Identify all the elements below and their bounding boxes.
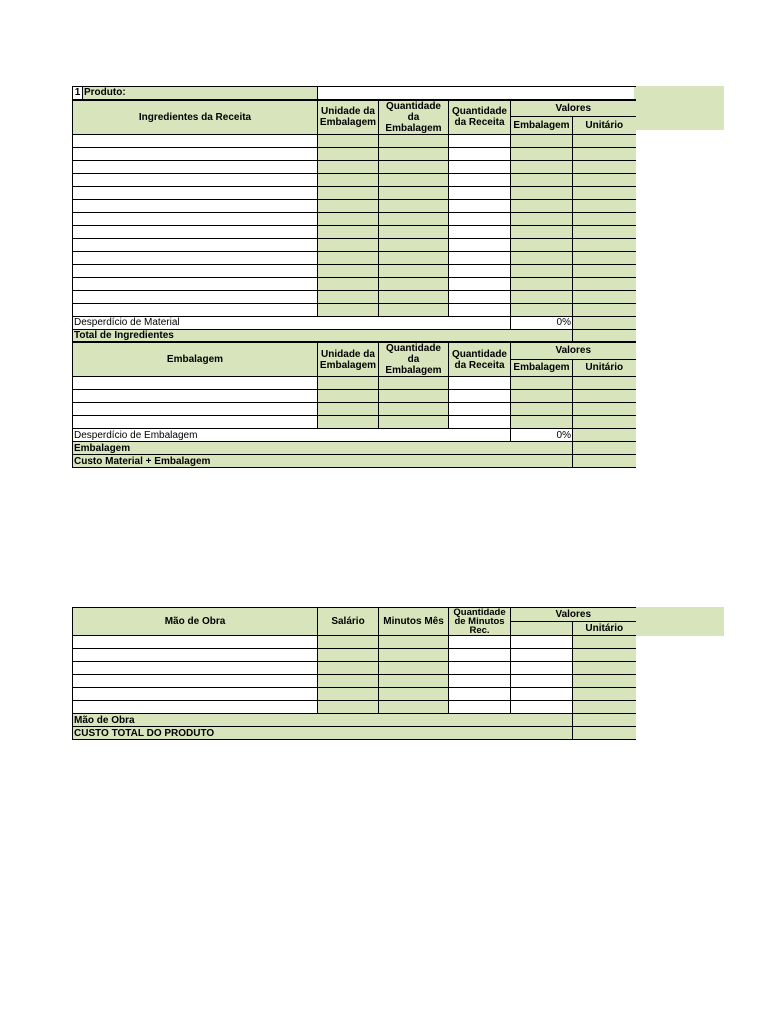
input-cell[interactable]	[73, 303, 318, 316]
col-pack: Embalagem	[511, 117, 573, 134]
table-row	[73, 701, 636, 714]
col-unit-2: Unidade da Embalagem	[318, 342, 379, 377]
input-cell[interactable]	[449, 225, 511, 238]
input-cell[interactable]	[573, 277, 636, 290]
input-cell[interactable]	[73, 416, 318, 429]
input-cell[interactable]	[318, 377, 379, 390]
col-labor: Mão de Obra	[73, 608, 318, 636]
labor-total-label: Mão de Obra	[73, 714, 573, 727]
input-cell[interactable]	[573, 199, 636, 212]
waste-label: Desperdício de Material	[73, 316, 511, 329]
input-cell[interactable]	[379, 225, 449, 238]
input-cell[interactable]	[318, 264, 379, 277]
input-cell[interactable]	[573, 701, 636, 714]
input-cell[interactable]	[73, 251, 318, 264]
col-unit-price-2: Unitário	[573, 359, 636, 376]
input-cell[interactable]	[449, 688, 511, 701]
col-qty-pack: Quantidade da Embalagem	[379, 100, 449, 135]
col-empty-3	[511, 622, 573, 636]
input-cell[interactable]	[573, 636, 636, 649]
table-row	[73, 199, 636, 212]
input-cell[interactable]	[511, 636, 573, 649]
input-cell[interactable]	[379, 688, 449, 701]
input-cell[interactable]	[449, 649, 511, 662]
input-cell[interactable]	[73, 147, 318, 160]
input-cell[interactable]	[73, 403, 318, 416]
ingredients-table	[72, 86, 636, 468]
input-cell[interactable]	[449, 212, 511, 225]
input-cell[interactable]	[73, 212, 318, 225]
input-cell[interactable]	[379, 186, 449, 199]
table-row	[73, 264, 636, 277]
input-cell[interactable]	[379, 403, 449, 416]
input-cell[interactable]	[379, 134, 449, 147]
product-label: Produto:	[83, 87, 318, 100]
input-cell[interactable]	[511, 649, 573, 662]
input-cell[interactable]	[318, 134, 379, 147]
input-cell[interactable]	[449, 390, 511, 403]
input-cell[interactable]	[73, 688, 318, 701]
input-cell[interactable]	[73, 225, 318, 238]
table-row	[73, 173, 636, 186]
input-cell[interactable]	[449, 186, 511, 199]
col-ingredients: Ingredientes da Receita	[73, 100, 318, 135]
total-ingredients-value	[573, 329, 636, 342]
input-cell[interactable]	[379, 264, 449, 277]
col-qty-recipe: Quantidade da Receita	[449, 100, 511, 135]
input-cell[interactable]	[318, 199, 379, 212]
input-cell[interactable]	[73, 199, 318, 212]
input-cell[interactable]	[449, 264, 511, 277]
grand-total-value	[573, 727, 636, 740]
input-cell[interactable]	[449, 675, 511, 688]
waste-value[interactable]: 0%	[511, 316, 573, 329]
input-cell[interactable]	[318, 675, 379, 688]
pack-waste-unit-cell	[573, 429, 636, 442]
input-cell[interactable]	[73, 377, 318, 390]
table-row	[73, 134, 636, 147]
input-cell[interactable]	[511, 701, 573, 714]
input-cell[interactable]	[379, 701, 449, 714]
header-band-3	[634, 607, 724, 636]
input-cell[interactable]	[511, 186, 573, 199]
input-cell[interactable]	[449, 147, 511, 160]
input-cell[interactable]	[318, 225, 379, 238]
input-cell[interactable]	[318, 649, 379, 662]
table-row	[73, 649, 636, 662]
input-cell[interactable]	[511, 390, 573, 403]
input-cell[interactable]	[573, 688, 636, 701]
input-cell[interactable]	[511, 173, 573, 186]
input-cell[interactable]	[573, 390, 636, 403]
input-cell[interactable]	[73, 173, 318, 186]
table-row	[73, 662, 636, 675]
waste-unit-cell	[573, 316, 636, 329]
input-cell[interactable]	[318, 416, 379, 429]
input-cell[interactable]	[511, 303, 573, 316]
input-cell[interactable]	[318, 238, 379, 251]
input-cell[interactable]	[573, 416, 636, 429]
input-cell[interactable]	[379, 377, 449, 390]
input-cell[interactable]	[511, 238, 573, 251]
input-cell[interactable]	[573, 649, 636, 662]
input-cell[interactable]	[573, 160, 636, 173]
input-cell[interactable]	[379, 675, 449, 688]
input-cell[interactable]	[573, 377, 636, 390]
input-cell[interactable]	[379, 649, 449, 662]
input-cell[interactable]	[379, 212, 449, 225]
input-cell[interactable]	[511, 251, 573, 264]
input-cell[interactable]	[318, 173, 379, 186]
input-cell[interactable]	[449, 199, 511, 212]
input-cell[interactable]	[379, 303, 449, 316]
pack-waste-label: Desperdício de Embalagem	[73, 429, 511, 442]
col-minutes: Minutos Mês	[379, 608, 449, 636]
ingredient-rows	[73, 134, 636, 316]
col-salary: Salário	[318, 608, 379, 636]
input-cell[interactable]	[449, 662, 511, 675]
table-row	[73, 377, 636, 390]
input-cell[interactable]	[511, 416, 573, 429]
table-row	[73, 238, 636, 251]
input-cell[interactable]	[318, 662, 379, 675]
input-cell[interactable]	[379, 662, 449, 675]
input-cell[interactable]	[73, 277, 318, 290]
header-band-1	[634, 86, 724, 130]
col-values-2: Valores	[511, 342, 636, 359]
input-cell[interactable]	[573, 147, 636, 160]
input-cell[interactable]	[73, 701, 318, 714]
input-cell[interactable]	[379, 238, 449, 251]
packaging-total-value	[573, 442, 636, 455]
input-cell[interactable]	[73, 238, 318, 251]
table-row	[73, 688, 636, 701]
input-cell[interactable]	[511, 662, 573, 675]
total-ingredients-label: Total de Ingredientes	[73, 329, 573, 342]
input-cell[interactable]	[511, 688, 573, 701]
labor-table	[72, 607, 636, 740]
input-cell[interactable]	[573, 251, 636, 264]
table-row	[73, 403, 636, 416]
packaging-total-label: Embalagem	[73, 442, 573, 455]
col-qty-minutes: Quantidade de Minutos Rec.	[449, 608, 511, 636]
input-cell[interactable]	[318, 251, 379, 264]
col-values-3: Valores	[511, 608, 636, 622]
input-cell[interactable]	[379, 173, 449, 186]
input-cell[interactable]	[449, 636, 511, 649]
material-packaging-cost-label: Custo Material + Embalagem	[73, 455, 573, 468]
input-cell[interactable]	[73, 160, 318, 173]
col-pack-2: Embalagem	[511, 359, 573, 376]
input-cell[interactable]	[573, 212, 636, 225]
input-cell[interactable]	[73, 264, 318, 277]
input-cell[interactable]	[573, 264, 636, 277]
input-cell[interactable]	[573, 290, 636, 303]
input-cell[interactable]	[449, 303, 511, 316]
input-cell[interactable]	[318, 277, 379, 290]
input-cell[interactable]	[573, 173, 636, 186]
input-cell[interactable]	[449, 377, 511, 390]
product-number: 1	[73, 87, 83, 100]
input-cell[interactable]	[318, 303, 379, 316]
input-cell[interactable]	[73, 290, 318, 303]
material-packaging-cost-value	[573, 455, 636, 468]
table-row	[73, 147, 636, 160]
col-unit-price: Unitário	[573, 117, 636, 134]
input-cell[interactable]	[511, 134, 573, 147]
input-cell[interactable]	[379, 251, 449, 264]
input-cell[interactable]	[73, 186, 318, 199]
col-qty-recipe-2: Quantidade da Receita	[449, 342, 511, 377]
input-cell[interactable]	[573, 186, 636, 199]
input-cell[interactable]	[511, 225, 573, 238]
col-unit: Unidade da Embalagem	[318, 100, 379, 135]
input-cell[interactable]	[449, 251, 511, 264]
input-cell[interactable]	[449, 701, 511, 714]
table-row	[73, 160, 636, 173]
input-cell[interactable]	[318, 186, 379, 199]
table-row	[73, 636, 636, 649]
input-cell[interactable]	[511, 199, 573, 212]
input-cell[interactable]	[318, 403, 379, 416]
table-row	[73, 303, 636, 316]
input-cell[interactable]	[449, 290, 511, 303]
input-cell[interactable]	[318, 212, 379, 225]
input-cell[interactable]	[573, 403, 636, 416]
input-cell[interactable]	[511, 147, 573, 160]
input-cell[interactable]	[318, 688, 379, 701]
table-row	[73, 212, 636, 225]
input-cell[interactable]	[379, 290, 449, 303]
product-name-cell[interactable]	[318, 87, 636, 100]
table-row	[73, 416, 636, 429]
grand-total-label: CUSTO TOTAL DO PRODUTO	[73, 727, 573, 740]
table-row	[73, 251, 636, 264]
input-cell[interactable]	[379, 416, 449, 429]
input-cell[interactable]	[511, 290, 573, 303]
table-row	[73, 675, 636, 688]
col-values: Valores	[511, 100, 636, 117]
input-cell[interactable]	[449, 416, 511, 429]
input-cell[interactable]	[73, 636, 318, 649]
table-row	[73, 390, 636, 403]
input-cell[interactable]	[73, 662, 318, 675]
input-cell[interactable]	[573, 662, 636, 675]
input-cell[interactable]	[318, 290, 379, 303]
input-cell[interactable]	[73, 134, 318, 147]
input-cell[interactable]	[511, 264, 573, 277]
input-cell[interactable]	[318, 160, 379, 173]
input-cell[interactable]	[573, 225, 636, 238]
input-cell[interactable]	[318, 636, 379, 649]
col-unit-price-3: Unitário	[573, 622, 636, 636]
input-cell[interactable]	[449, 173, 511, 186]
input-cell[interactable]	[379, 636, 449, 649]
input-cell[interactable]	[379, 390, 449, 403]
input-cell[interactable]	[511, 675, 573, 688]
input-cell[interactable]	[511, 377, 573, 390]
input-cell[interactable]	[379, 147, 449, 160]
input-cell[interactable]	[449, 403, 511, 416]
input-cell[interactable]	[573, 303, 636, 316]
input-cell[interactable]	[318, 390, 379, 403]
labor-rows	[73, 636, 636, 714]
input-cell[interactable]	[573, 675, 636, 688]
input-cell[interactable]	[449, 134, 511, 147]
input-cell[interactable]	[379, 277, 449, 290]
input-cell[interactable]	[449, 277, 511, 290]
input-cell[interactable]	[511, 212, 573, 225]
input-cell[interactable]	[573, 134, 636, 147]
input-cell[interactable]	[73, 649, 318, 662]
labor-total-value	[573, 714, 636, 727]
table-row	[73, 186, 636, 199]
input-cell[interactable]	[318, 147, 379, 160]
packaging-rows	[73, 377, 636, 429]
input-cell[interactable]	[511, 160, 573, 173]
table-row	[73, 290, 636, 303]
input-cell[interactable]	[511, 403, 573, 416]
input-cell[interactable]	[73, 390, 318, 403]
table-row	[73, 225, 636, 238]
col-qty-pack-2: Quantidade da Embalagem	[379, 342, 449, 377]
input-cell[interactable]	[511, 277, 573, 290]
input-cell[interactable]	[449, 160, 511, 173]
input-cell[interactable]	[379, 199, 449, 212]
col-packaging: Embalagem	[73, 342, 318, 377]
pack-waste-value[interactable]: 0%	[511, 429, 573, 442]
input-cell[interactable]	[318, 701, 379, 714]
input-cell[interactable]	[573, 238, 636, 251]
input-cell[interactable]	[449, 238, 511, 251]
input-cell[interactable]	[73, 675, 318, 688]
input-cell[interactable]	[379, 160, 449, 173]
table-row	[73, 277, 636, 290]
